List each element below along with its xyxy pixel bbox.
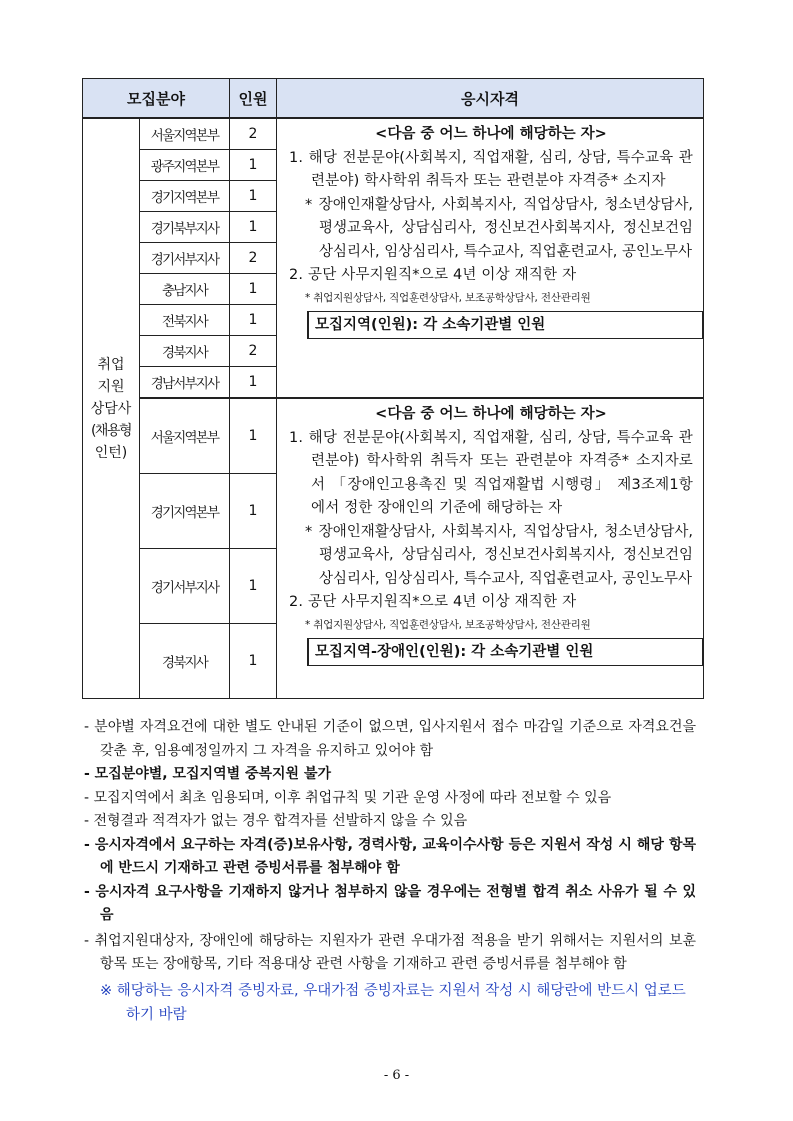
- note-item: - 전형결과 적격자가 없는 경우 합격자를 선발하지 않을 수 있음: [84, 813, 468, 829]
- note-item: - 모집분야별, 모집지역별 중복지원 불가: [84, 766, 332, 782]
- field-name-line: 취업: [97, 356, 125, 373]
- region-cell: 경북지사: [140, 336, 230, 367]
- field-name-line: 상담사: [90, 400, 132, 417]
- qualification-item-2: 2. 공단 사무지원직*으로 4년 이상 재직한 자: [289, 594, 577, 610]
- field-name-cell: [83, 118, 140, 699]
- count-cell: 2: [230, 118, 277, 150]
- note-item: - 모집지역에서 최초 임용되며, 이후 취업규칙 및 기관 운영 사정에 따라 전보할 수 있음: [84, 789, 612, 806]
- table-row: [83, 398, 704, 474]
- region-cell: 서울지역본부: [140, 398, 230, 474]
- region-cell: 경남서부지사: [140, 367, 230, 399]
- count-cell: 1: [230, 305, 277, 336]
- region-cell: 경기서부지사: [140, 243, 230, 274]
- count-cell: 1: [230, 474, 277, 549]
- region-cell: 경기지역본부: [140, 474, 230, 549]
- upload-remark: ※ 해당하는 응시자격 증빙자료, 우대가점 증빙자료는 지원서 작성 시 해당란에 반드시 업로드 하기 바람: [100, 982, 686, 1023]
- count-cell: 1: [230, 398, 277, 474]
- qualification-heading: <다음 중 어느 하나에 해당하는 자>: [375, 126, 607, 142]
- count-cell: 1: [230, 367, 277, 399]
- qualification-cell-general: [277, 118, 704, 398]
- note-item: - 취업지원대상자, 장애인에 해당하는 지원자가 관련 우대가점 적용을 받기 위해서는 지원서의 보훈항목 또는 장애항목, 기타 적용대상 관련 사항을 기재하고 관련 증빙서류를 첨부해야 함: [84, 932, 696, 972]
- count-cell: 1: [230, 624, 277, 699]
- qualification-item-1: 1. 해당 전분문야(사회복지, 직업재활, 심리, 상담, 특수교육 관련분야) 학사학위 취득자 또는 관련분야 자격증* 소지자: [289, 149, 693, 189]
- count-cell: 1: [230, 150, 277, 181]
- region-cell: 경북지사: [140, 624, 230, 699]
- qualification-item-1: 1. 해당 전분문야(사회복지, 직업재활, 심리, 상담, 특수교육 관련분야) 학사학위 취득자 또는 관련분야 자격증* 소지자로서 「장애인고용촉진 및 직업재활법 시행령」 제3조제1항에서 정한 장애인의 기준에 해당하는 자: [289, 429, 693, 516]
- qualification-cell-disabled: [277, 398, 704, 699]
- certificate-list: * 장애인재활상담사, 사회복지사, 직업상담사, 청소년상담사, 평생교육사, 상담심리사, 정신보건사회복지사, 정신보건임상심리사, 임상심리사, 특수교사, 직업훈련교사, 공인노무사: [305, 523, 693, 587]
- region-info-box: 모집지역-장애인(인원): 각 소속기관별 인원: [307, 638, 703, 666]
- note-item: - 응시자격에서 요구하는 자격(증)보유사항, 경력사항, 교육이수사항 등은 지원서 작성 시 해당 항목에 반드시 기재하고 관련 증빙서류를 첨부해야 함: [84, 836, 696, 876]
- note-item: - 응시자격 요구사항을 기재하지 않거나 첨부하지 않을 경우에는 전형별 합격 취소 사유가 될 수 있음: [84, 883, 696, 923]
- qualification-heading: <다음 중 어느 하나에 해당하는 자>: [375, 406, 607, 422]
- region-info-box: 모집지역(인원): 각 소속기관별 인원: [307, 311, 703, 339]
- region-cell: 경기서부지사: [140, 549, 230, 624]
- header-count: 인원: [230, 79, 277, 119]
- field-name-line: 지원: [97, 378, 125, 395]
- count-cell: 1: [230, 181, 277, 212]
- region-cell: 전북지사: [140, 305, 230, 336]
- region-cell: 광주지역본부: [140, 150, 230, 181]
- region-cell: 경기지역본부: [140, 181, 230, 212]
- position-footnote: * 취업지원상담사, 직업훈련상담사, 보조공학상담사, 전산관리원: [305, 618, 591, 631]
- notes-section: [84, 716, 696, 1027]
- header-qualification: 응시자격: [277, 79, 704, 119]
- header-field: 모집분야: [83, 79, 230, 119]
- note-item: - 분야별 자격요건에 대한 별도 안내된 기준이 없으면, 입사지원서 접수 마감일 기준으로 자격요건을 갖춘 후, 임용예정일까지 그 자격을 유지하고 있어야 함: [84, 719, 696, 759]
- recruitment-table: [82, 78, 704, 699]
- count-cell: 2: [230, 336, 277, 367]
- count-cell: 1: [230, 212, 277, 243]
- count-cell: 1: [230, 549, 277, 624]
- table-row: [83, 118, 704, 150]
- region-cell: 충남지사: [140, 274, 230, 305]
- certificate-list: * 장애인재활상담사, 사회복지사, 직업상담사, 청소년상담사, 평생교육사, 상담심리사, 정신보건사회복지사, 정신보건임상심리사, 임상심리사, 특수교사, 직업훈련교사, 공인노무사: [305, 196, 693, 260]
- count-cell: 1: [230, 274, 277, 305]
- field-name-line: 인턴): [94, 444, 128, 461]
- field-name-line: (채용형: [90, 422, 132, 439]
- table-header-row: [83, 79, 704, 119]
- count-cell: 2: [230, 243, 277, 274]
- region-cell: 서울지역본부: [140, 118, 230, 150]
- position-footnote: * 취업지원상담사, 직업훈련상담사, 보조공학상담사, 전산관리원: [305, 291, 591, 304]
- region-cell: 경기북부지사: [140, 212, 230, 243]
- page-number: - 6 -: [383, 1068, 410, 1083]
- qualification-item-2: 2. 공단 사무지원직*으로 4년 이상 재직한 자: [289, 267, 577, 283]
